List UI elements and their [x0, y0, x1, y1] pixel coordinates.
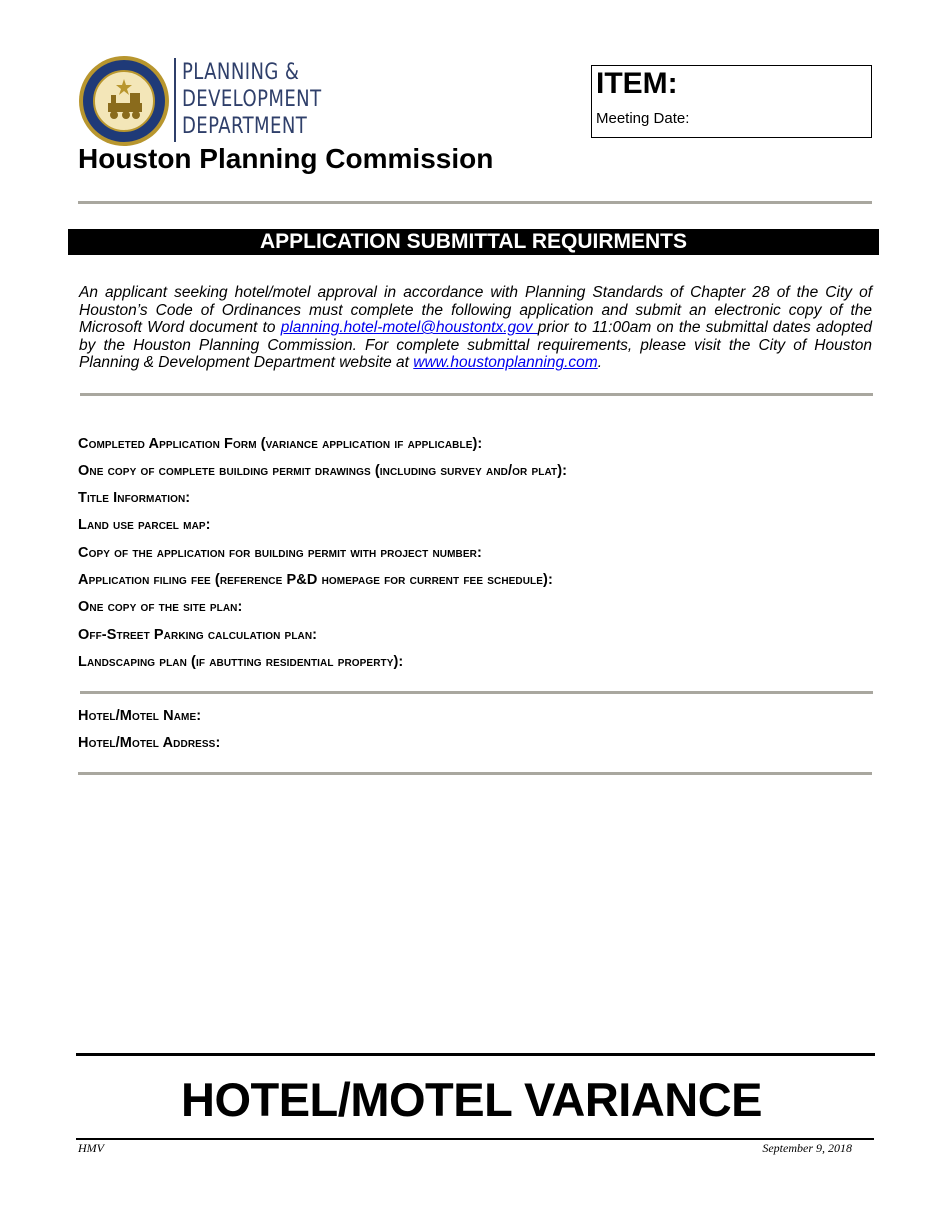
item-box [591, 65, 872, 138]
department-name-line-1: PLANNING & [182, 60, 300, 85]
requirement-item: One copy of complete building permit drawings (including survey and/or plat): [78, 463, 568, 479]
meeting-date-label: Meeting Date: [596, 110, 690, 127]
intro-text-1: An applicant seeking hotel/motel approval in accordance with Planning Standards of Chapter 28 of the City of Houston’s Code of Ordinances must complete the following application and submit an electronic copy of the Microsoft Word document to [79, 284, 872, 337]
section-divider [80, 691, 873, 694]
city-seal-logo [78, 55, 170, 147]
department-name-line-3: DEPARTMENT [182, 114, 308, 139]
intro-text-2: prior to 11:00am on the submittal dates adopted by the Houston Planning Commission. For complete submittal requirements, please visit the City of Houston Planning & Development Department website at [79, 319, 872, 372]
requirement-item: Application filing fee (reference P&D homepage for current fee schedule): [78, 572, 553, 588]
email-link[interactable]: planning.hotel-motel@houstontx.gov [280, 319, 538, 337]
hotel-name-label: Hotel/Motel Name: [78, 708, 202, 724]
item-label: ITEM: [596, 67, 678, 100]
hotel-address-label: Hotel/Motel Address: [78, 735, 221, 751]
requirement-item: Land use parcel map: [78, 517, 211, 533]
form-code: HMV [78, 1141, 104, 1155]
intro-text-end: . [597, 354, 602, 372]
form-title: HOTEL/MOTEL VARIANCE [181, 1073, 762, 1126]
requirement-item: Off-Street Parking calculation plan: [78, 627, 318, 643]
section-divider [78, 201, 872, 204]
requirement-item: Completed Application Form (variance application if applicable): [78, 436, 483, 452]
footer-rule-top [76, 1053, 875, 1056]
intro-paragraph [79, 284, 872, 372]
section-divider [80, 393, 873, 396]
website-link[interactable]: www.houstonplanning.com [413, 354, 598, 372]
requirement-item: Landscaping plan (if abutting residential property): [78, 654, 404, 670]
section-divider [78, 772, 872, 775]
commission-title: Houston Planning Commission [78, 143, 494, 174]
requirement-item: One copy of the site plan: [78, 599, 243, 615]
section-banner: APPLICATION SUBMITTAL REQUIRMENTS [68, 229, 879, 255]
logo-divider [174, 58, 176, 142]
requirement-item: Title Information: [78, 490, 191, 506]
revision-date: September 9, 2018 [762, 1141, 852, 1155]
department-name-line-2: DEVELOPMENT [182, 87, 322, 112]
footer-rule-bottom [76, 1138, 874, 1140]
requirement-item: Copy of the application for building permit with project number: [78, 545, 482, 561]
